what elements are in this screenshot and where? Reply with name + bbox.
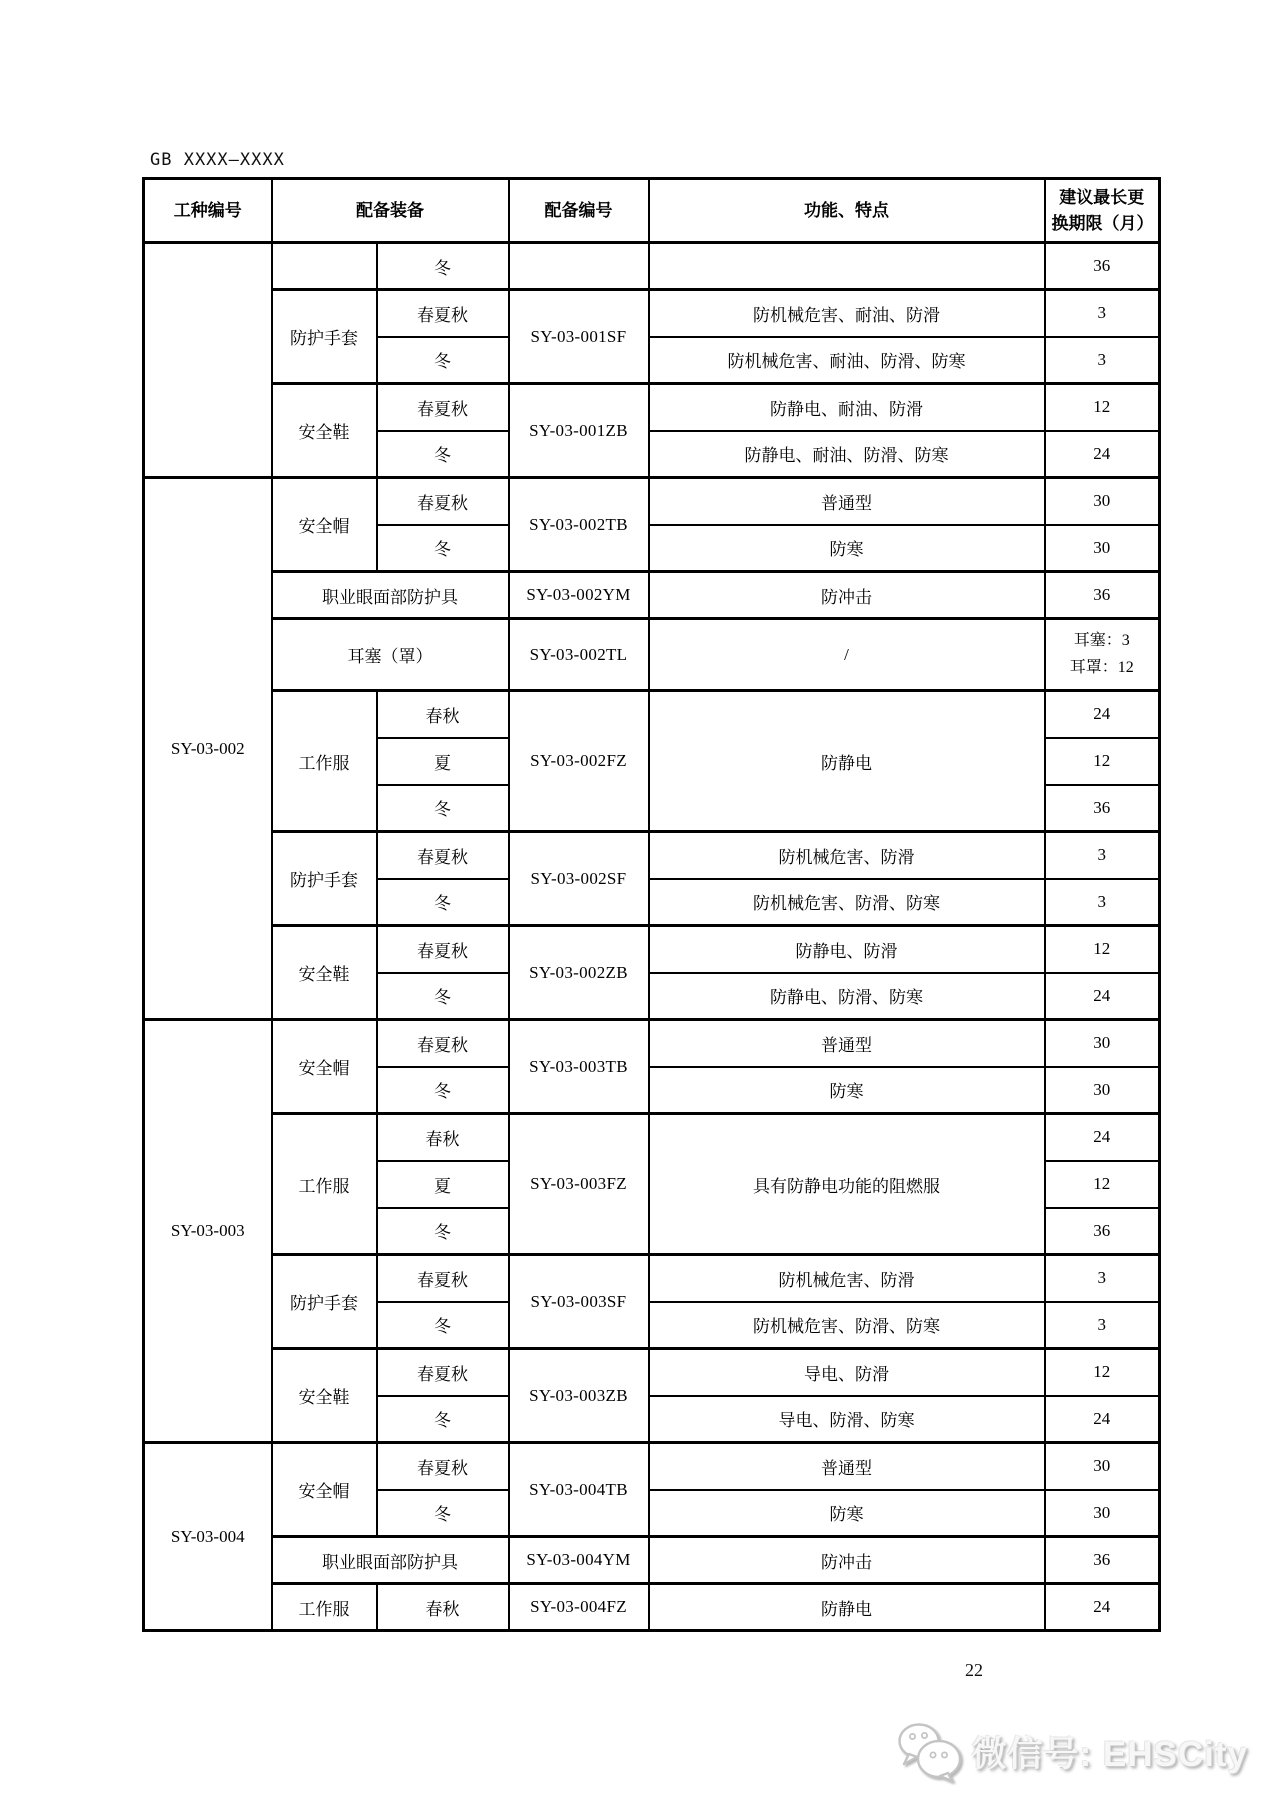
equipment-name-cell: 安全帽 — [272, 1443, 377, 1537]
period-cell: 3 — [1045, 1255, 1160, 1302]
equipment-name-cell: 防护手套 — [272, 832, 377, 926]
header-period-line1: 建议最长更 — [1059, 188, 1145, 207]
table-row — [144, 832, 1160, 879]
page-number: 22 — [965, 1660, 983, 1680]
worker-id-cell: SY-03-002 — [144, 478, 272, 1020]
period-line-earplug: 耳塞：3 — [1073, 632, 1130, 650]
features-cell — [649, 243, 1045, 290]
period-cell: 12 — [1045, 1349, 1160, 1396]
equipment-name-cell: 工作服 — [272, 691, 377, 832]
header-period-line2: 换期限（月） — [1051, 213, 1154, 233]
features-cell: 防机械危害、防滑 — [649, 832, 1045, 879]
features-cell: 防静电、耐油、防滑、防寒 — [649, 431, 1045, 478]
equipment-name-cell: 职业眼面部防护具 — [272, 1537, 509, 1584]
features-cell: 防机械危害、耐油、防滑、防寒 — [649, 337, 1045, 384]
period-cell: 3 — [1045, 1302, 1160, 1349]
table-row — [144, 384, 1160, 431]
features-cell: 导电、防滑、防寒 — [649, 1396, 1045, 1443]
equipment-name-cell — [272, 243, 377, 290]
period-cell: 36 — [1045, 572, 1160, 619]
season-cell: 春夏秋 — [377, 478, 509, 525]
period-cell: 24 — [1045, 973, 1160, 1020]
period-cell: 24 — [1045, 431, 1160, 478]
features-cell: 防静电、防滑、防寒 — [649, 973, 1045, 1020]
features-cell: 防静电、耐油、防滑 — [649, 384, 1045, 431]
document-code: GB XXXX—XXXX — [150, 150, 285, 170]
table-row — [144, 1114, 1160, 1161]
equipment-code-cell: SY-03-002FZ — [509, 691, 649, 832]
features-cell: 防静电 — [649, 691, 1045, 832]
period-cell: 30 — [1045, 1067, 1160, 1114]
wechat-watermark — [896, 1722, 1248, 1782]
header-equipment-id: 配备编号 — [509, 179, 649, 243]
table-header-row — [144, 179, 1160, 243]
period-cell: 24 — [1045, 1584, 1160, 1631]
season-cell: 冬 — [377, 973, 509, 1020]
equipment-code-cell: SY-03-003SF — [509, 1255, 649, 1349]
features-cell: 防机械危害、耐油、防滑 — [649, 290, 1045, 337]
period-cell: 36 — [1045, 243, 1160, 290]
equipment-code-cell: SY-03-002TB — [509, 478, 649, 572]
table-row — [144, 1255, 1160, 1302]
period-cell: 12 — [1045, 384, 1160, 431]
table-row — [144, 691, 1160, 738]
season-cell: 冬 — [377, 785, 509, 832]
table-row — [144, 572, 1160, 619]
table-row — [144, 619, 1160, 691]
equipment-code-cell: SY-03-003ZB — [509, 1349, 649, 1443]
features-cell: 防机械危害、防滑、防寒 — [649, 879, 1045, 926]
equipment-name-cell: 职业眼面部防护具 — [272, 572, 509, 619]
period-cell: 36 — [1045, 1208, 1160, 1255]
period-cell: 3 — [1045, 290, 1160, 337]
season-cell: 春夏秋 — [377, 926, 509, 973]
watermark-text: 微信号: EHSCity — [971, 1735, 1248, 1774]
table-row — [144, 1537, 1160, 1584]
equipment-name-cell: 安全鞋 — [272, 384, 377, 478]
season-cell: 冬 — [377, 1302, 509, 1349]
equipment-name-cell: 安全鞋 — [272, 1349, 377, 1443]
equipment-code-cell: SY-03-004FZ — [509, 1584, 649, 1631]
table-row — [144, 290, 1160, 337]
equipment-code-cell: SY-03-001SF — [509, 290, 649, 384]
header-worker-id: 工种编号 — [144, 179, 272, 243]
period-cell: 24 — [1045, 1396, 1160, 1443]
table-row — [144, 1584, 1160, 1631]
period-cell: 30 — [1045, 478, 1160, 525]
features-cell: 防冲击 — [649, 572, 1045, 619]
table-row — [144, 1020, 1160, 1067]
worker-id-cell: SY-03-004 — [144, 1443, 272, 1631]
equipment-code-cell — [509, 243, 649, 290]
ppe-allocation-table — [142, 177, 1161, 1632]
period-cell: 12 — [1045, 738, 1160, 785]
equipment-code-cell: SY-03-002YM — [509, 572, 649, 619]
features-cell: / — [649, 619, 1045, 691]
season-cell: 夏 — [377, 738, 509, 785]
season-cell: 春夏秋 — [377, 290, 509, 337]
period-cell: 30 — [1045, 1443, 1160, 1490]
features-cell: 防机械危害、防滑、防寒 — [649, 1302, 1045, 1349]
equipment-name-cell: 安全帽 — [272, 1020, 377, 1114]
equipment-code-cell: SY-03-003FZ — [509, 1114, 649, 1255]
period-cell: 30 — [1045, 1020, 1160, 1067]
period-cell: 3 — [1045, 879, 1160, 926]
period-cell: 36 — [1045, 1537, 1160, 1584]
period-cell: 30 — [1045, 1490, 1160, 1537]
season-cell: 春秋 — [377, 1114, 509, 1161]
period-cell: 3 — [1045, 832, 1160, 879]
period-cell — [1045, 619, 1160, 691]
season-cell: 冬 — [377, 879, 509, 926]
season-cell: 冬 — [377, 1490, 509, 1537]
table-row — [144, 478, 1160, 525]
season-cell: 春秋 — [377, 691, 509, 738]
header-features: 功能、特点 — [649, 179, 1045, 243]
season-cell: 冬 — [377, 525, 509, 572]
features-cell: 防寒 — [649, 1067, 1045, 1114]
table-row — [144, 1349, 1160, 1396]
features-cell: 具有防静电功能的阻燃服 — [649, 1114, 1045, 1255]
equipment-code-cell: SY-03-004YM — [509, 1537, 649, 1584]
season-cell: 春夏秋 — [377, 1020, 509, 1067]
season-cell: 冬 — [377, 1208, 509, 1255]
features-cell: 防静电 — [649, 1584, 1045, 1631]
equipment-code-cell: SY-03-002TL — [509, 619, 649, 691]
equipment-name-cell: 安全鞋 — [272, 926, 377, 1020]
season-cell: 冬 — [377, 1396, 509, 1443]
equipment-code-cell: SY-03-002SF — [509, 832, 649, 926]
table-row — [144, 1443, 1160, 1490]
features-cell: 防冲击 — [649, 1537, 1045, 1584]
season-cell: 春夏秋 — [377, 1255, 509, 1302]
season-cell: 春夏秋 — [377, 1443, 509, 1490]
season-cell: 春夏秋 — [377, 384, 509, 431]
equipment-code-cell: SY-03-004TB — [509, 1443, 649, 1537]
period-cell: 24 — [1045, 1114, 1160, 1161]
period-cell: 12 — [1045, 1161, 1160, 1208]
period-cell: 12 — [1045, 926, 1160, 973]
features-cell: 防机械危害、防滑 — [649, 1255, 1045, 1302]
season-cell: 夏 — [377, 1161, 509, 1208]
equipment-code-cell: SY-03-001ZB — [509, 384, 649, 478]
season-cell: 冬 — [377, 243, 509, 290]
header-equipment: 配备装备 — [272, 179, 509, 243]
features-cell: 导电、防滑 — [649, 1349, 1045, 1396]
features-cell: 普通型 — [649, 1020, 1045, 1067]
season-cell: 春夏秋 — [377, 1349, 509, 1396]
equipment-name-cell: 防护手套 — [272, 1255, 377, 1349]
header-period — [1045, 179, 1160, 243]
equipment-code-cell: SY-03-002ZB — [509, 926, 649, 1020]
features-cell: 普通型 — [649, 1443, 1045, 1490]
equipment-name-cell: 工作服 — [272, 1584, 377, 1631]
season-cell: 冬 — [377, 337, 509, 384]
table-row — [144, 926, 1160, 973]
season-cell: 冬 — [377, 431, 509, 478]
features-cell: 防寒 — [649, 1490, 1045, 1537]
period-cell: 36 — [1045, 785, 1160, 832]
season-cell: 春秋 — [377, 1584, 509, 1631]
equipment-name-cell: 防护手套 — [272, 290, 377, 384]
season-cell: 冬 — [377, 1067, 509, 1114]
period-line-earmuff: 耳罩：12 — [1069, 658, 1134, 676]
wechat-icon — [896, 1722, 962, 1782]
table-row — [144, 243, 1160, 290]
period-cell: 24 — [1045, 691, 1160, 738]
season-cell: 春夏秋 — [377, 832, 509, 879]
features-cell: 普通型 — [649, 478, 1045, 525]
equipment-name-cell: 安全帽 — [272, 478, 377, 572]
period-cell: 30 — [1045, 525, 1160, 572]
equipment-name-cell: 工作服 — [272, 1114, 377, 1255]
equipment-code-cell: SY-03-003TB — [509, 1020, 649, 1114]
period-cell: 3 — [1045, 337, 1160, 384]
worker-id-cell: SY-03-003 — [144, 1020, 272, 1443]
features-cell: 防寒 — [649, 525, 1045, 572]
equipment-name-cell: 耳塞（罩） — [272, 619, 509, 691]
worker-id-cell — [144, 243, 272, 478]
features-cell: 防静电、防滑 — [649, 926, 1045, 973]
